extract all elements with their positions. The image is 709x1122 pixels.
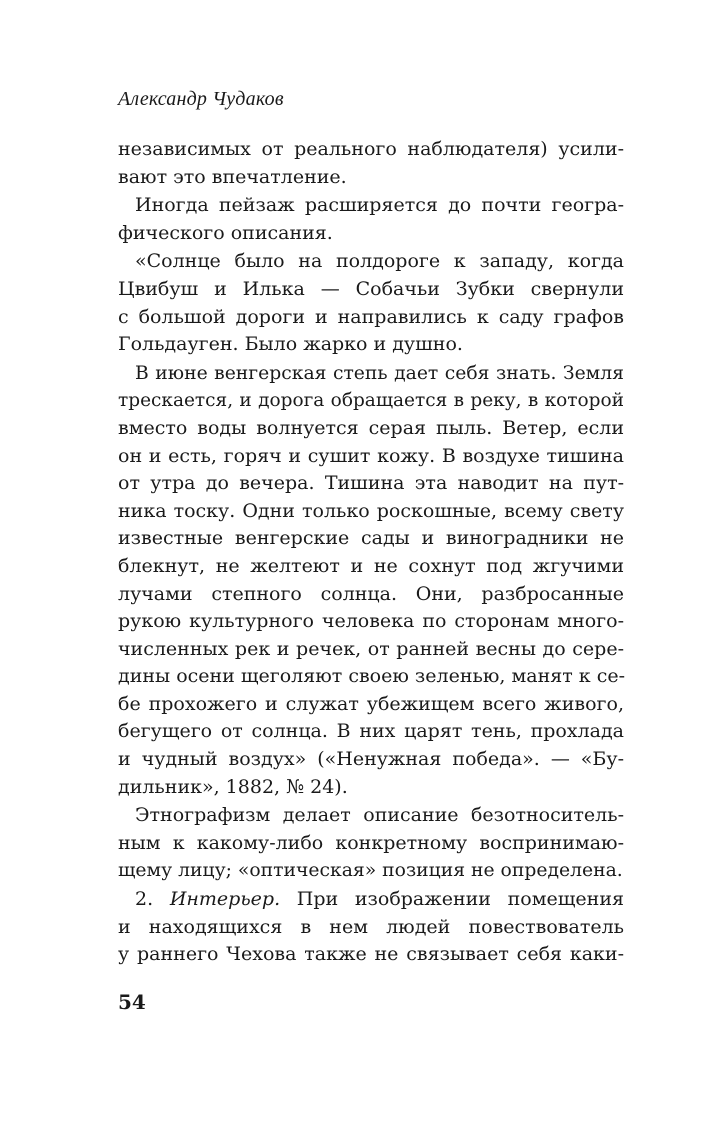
text-line: ника тоску. Одни только роскошные, всему свету — [118, 499, 624, 522]
text-line: В июне венгерская степь дает себя знать. Земля — [135, 362, 624, 384]
text-line: фического описания. — [118, 221, 333, 244]
page-number: 54 — [118, 990, 146, 1014]
text-line: «Солнце было на полдороге к западу, когда — [135, 250, 624, 273]
text-line: трескается, и дорога обращается в реку, в которой — [118, 390, 624, 412]
text-line: дильник», 1882, № 24). — [118, 775, 348, 798]
text-line: бе прохожего и служат убежищем всего живого, — [118, 692, 624, 715]
text-line: Этнографизм делает описание безотноситель- — [135, 804, 624, 827]
text-line: Цвибуш и Илька — Собачьи Зубки свернули — [118, 277, 624, 300]
text-line: независимых от реального наблюдателя) усили- — [118, 138, 624, 160]
text-line — [118, 886, 624, 914]
text-line: и чудный воздух» («Ненужная победа». — «Бу- — [118, 748, 624, 771]
section-heading: Интерьер. — [169, 888, 281, 911]
text-line: щему лицу; «оптическая» позиция не определена. — [118, 860, 623, 882]
line-text: При изображении помещения — [280, 888, 624, 911]
text-line: и находящихся в нем людей повествователь — [118, 915, 624, 938]
text-line: дины осени щеголяют своею зеленью, манят к се- — [118, 665, 626, 688]
text-line: численных рек и речек, от ранней весны до сере- — [118, 637, 624, 660]
text-line: лучами степного солнца. Они, разбросанные — [118, 582, 624, 605]
text-line: известные венгерские сады и виноградники не — [118, 527, 624, 550]
section-number: 2. — [135, 888, 170, 911]
text-line: вают это впечатление. — [118, 165, 347, 188]
text-line: Иногда пейзаж расширяется до почти геогра- — [135, 194, 624, 217]
text-line: блекнут, не желтеют и не сохнут под жгучими — [118, 554, 624, 577]
text-line: ным к какому-либо конкретному воспринимаю- — [118, 831, 624, 854]
text-line: бегущего от солнца. В них царят тень, прохлада — [118, 720, 624, 743]
text-line: вместо воды волнуется серая пыль. Ветер, если — [118, 416, 624, 439]
text-line: рукою культурного человека по сторонам много- — [118, 610, 624, 633]
text-line: от утра до вечера. Тишина эта наводит на пут- — [118, 472, 624, 495]
text-line: у раннего Чехова также не связывает себя каки- — [118, 943, 624, 966]
text-line: он и есть, горяч и сушит кожу. В воздухе тишина — [118, 444, 624, 467]
text-line: с большой дороги и направились к саду графов — [118, 305, 624, 328]
text-line: Гольдауген. Было жарко и душно. — [118, 333, 463, 356]
body-text — [118, 136, 624, 969]
running-head: Александр Чудаков — [118, 88, 284, 110]
